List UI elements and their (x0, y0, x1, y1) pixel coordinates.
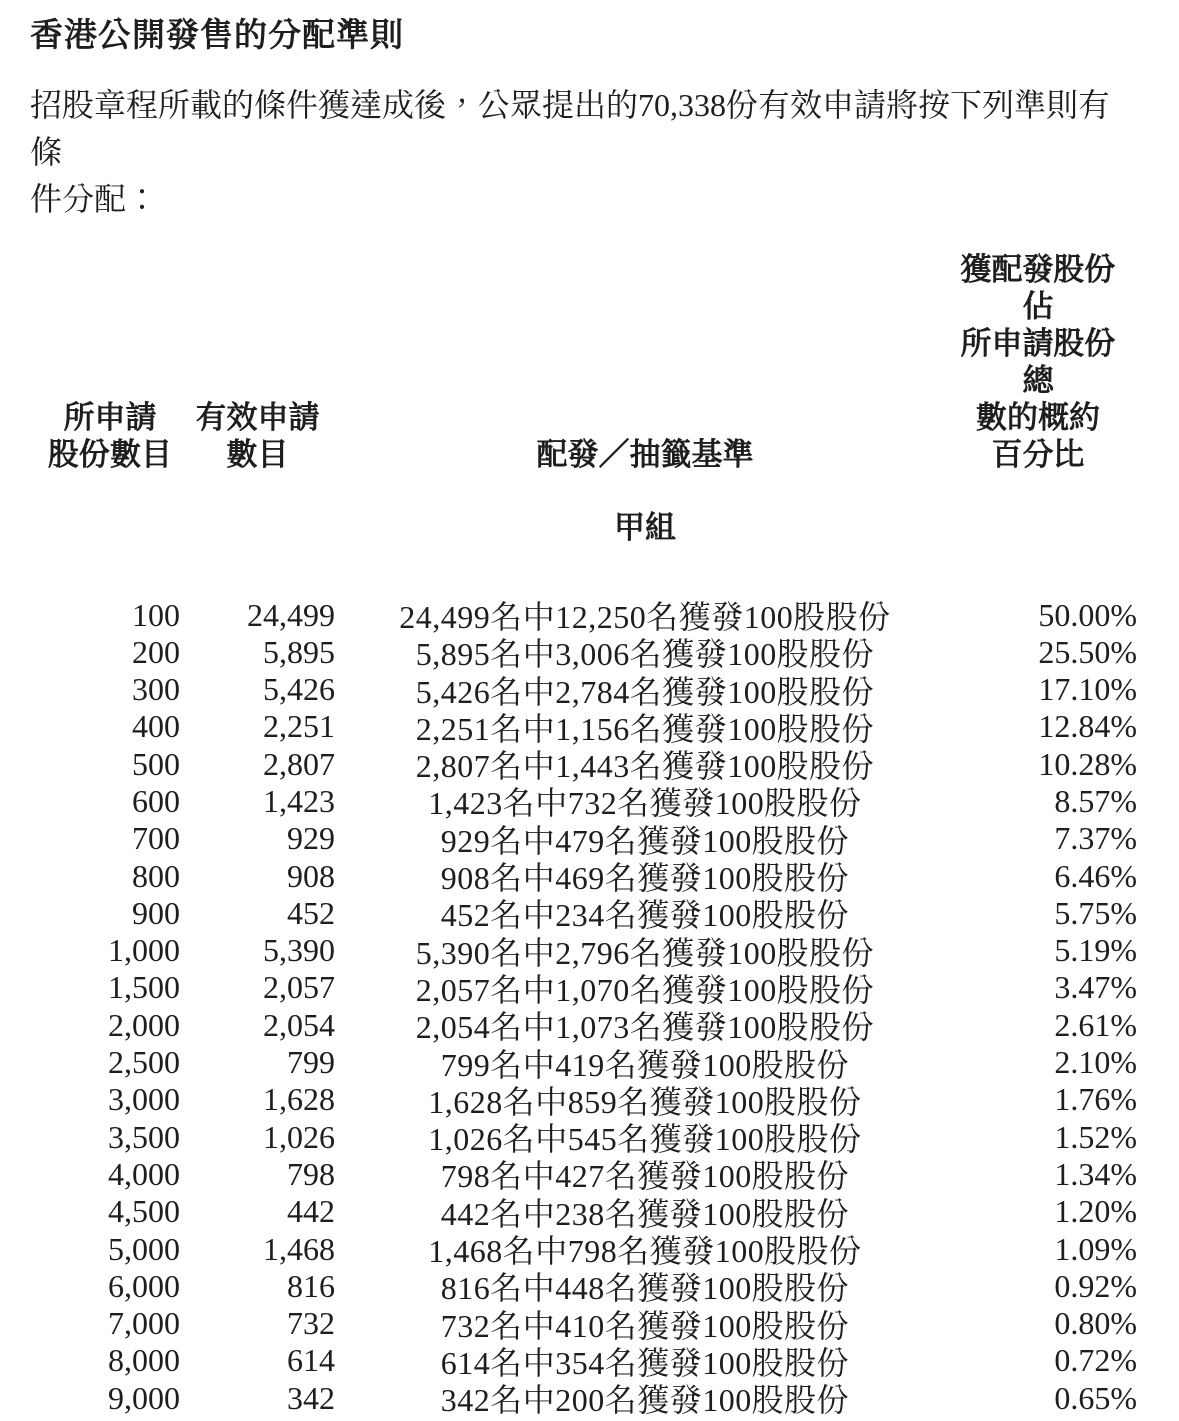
col-header-percentage-line-2: 所申請股份總 (960, 326, 1116, 398)
table-row (0, 1189, 1179, 1232)
col-header-valid-applications-line-2: 數目 (226, 437, 289, 472)
percentage-cell: 1.20% (1054, 1193, 1137, 1230)
valid-applications-cell: 5,426 (263, 671, 335, 708)
percentage-cell: 1.09% (1054, 1230, 1137, 1267)
table-row (0, 928, 1179, 971)
percentage-cell: 5.75% (1054, 894, 1137, 931)
table-header-row (0, 251, 1179, 473)
applied-shares-cell: 900 (132, 894, 180, 931)
allocation-basis-cell: 799名中419名獲發100股股份 (440, 1046, 850, 1083)
valid-applications-cell: 614 (287, 1342, 335, 1379)
applied-shares-cell: 4,500 (108, 1193, 180, 1230)
applied-shares-cell: 800 (132, 857, 180, 894)
table-row (0, 1375, 1179, 1419)
table-row (0, 1263, 1179, 1307)
allocation-basis-cell: 798名中427名獲發100股股份 (440, 1158, 850, 1195)
applied-shares-cell: 2,500 (108, 1044, 180, 1081)
table-row (0, 1338, 1179, 1381)
percentage-cell: 5.19% (1054, 932, 1137, 969)
valid-applications-cell: 1,628 (263, 1081, 335, 1118)
percentage-cell: 0.65% (1054, 1379, 1137, 1416)
allocation-basis-cell: 1,026名中545名獲發100股股份 (428, 1121, 862, 1158)
valid-applications-cell: 816 (287, 1267, 335, 1304)
allocation-basis-cell: 1,468名中798名獲發100股股份 (428, 1233, 862, 1270)
valid-applications-cell: 452 (287, 894, 335, 931)
valid-applications-cell: 1,026 (263, 1118, 335, 1155)
valid-applications-cell: 2,251 (263, 708, 335, 745)
percentage-cell: 25.50% (1038, 633, 1137, 670)
valid-applications-cell: 2,807 (263, 745, 335, 782)
table-row (0, 704, 1179, 747)
percentage-cell: 7.37% (1054, 820, 1137, 857)
allocation-basis-cell: 24,499名中12,250名獲發100股股份 (399, 599, 891, 635)
valid-applications-cell: 2,054 (263, 1006, 335, 1043)
allocation-basis-cell: 342名中200名獲發100股股份 (440, 1382, 850, 1419)
percentage-cell: 17.10% (1038, 671, 1137, 708)
applied-shares-cell: 6,000 (108, 1267, 180, 1304)
table-row (0, 1151, 1179, 1195)
allocation-basis-cell: 929名中479名獲發100股股份 (440, 822, 850, 859)
percentage-cell: 50.00% (1038, 596, 1137, 633)
allocation-basis-cell: 5,426名中2,784名獲發100股股份 (415, 673, 875, 710)
applied-shares-cell: 200 (132, 633, 180, 670)
allocation-basis-cell: 2,251名中1,156名獲發100股股份 (415, 710, 875, 747)
percentage-cell: 8.57% (1054, 782, 1137, 819)
allocation-basis-cell: 614名中354名獲發100股股份 (440, 1344, 850, 1381)
percentage-cell: 1.76% (1054, 1081, 1137, 1118)
valid-applications-cell: 929 (287, 820, 335, 857)
table-row (0, 1301, 1179, 1344)
valid-applications-cell: 732 (287, 1305, 335, 1342)
allocation-basis-cell: 2,807名中1,443名獲發100股股份 (415, 748, 875, 785)
allocation-basis-cell: 1,628名中859名獲發100股股份 (428, 1083, 862, 1120)
allocation-basis-cell: 908名中469名獲發100股股份 (440, 860, 850, 897)
col-header-applied-shares-line-2: 股份數目 (48, 437, 172, 472)
table-row (0, 965, 1179, 1008)
applied-shares-cell: 400 (132, 708, 180, 745)
table-row (0, 1040, 1179, 1083)
percentage-cell: 1.52% (1054, 1118, 1137, 1155)
valid-applications-cell: 1,423 (263, 782, 335, 819)
percentage-cell: 1.34% (1054, 1155, 1137, 1192)
applied-shares-cell: 9,000 (108, 1379, 180, 1416)
percentage-cell: 2.10% (1054, 1044, 1137, 1081)
table-body (0, 592, 1179, 1419)
applied-shares-cell: 600 (132, 782, 180, 819)
percentage-cell: 0.72% (1054, 1342, 1137, 1379)
valid-applications-cell: 24,499 (247, 596, 335, 633)
valid-applications-cell: 5,895 (263, 633, 335, 670)
allocation-basis-cell: 2,054名中1,073名獲發100股股份 (415, 1009, 875, 1046)
applied-shares-cell: 700 (132, 820, 180, 857)
allocation-basis-cell: 732名中410名獲發100股股份 (440, 1307, 850, 1344)
col-header-percentage-line-1: 獲配發股份佔 (960, 252, 1116, 324)
percentage-cell: 10.28% (1038, 745, 1137, 782)
col-header-valid-applications (180, 399, 335, 473)
col-header-percentage-line-3: 數的概約 (976, 400, 1100, 435)
table-row (0, 1077, 1179, 1120)
applied-shares-cell: 8,000 (108, 1342, 180, 1379)
applied-shares-cell: 300 (132, 671, 180, 708)
applied-shares-cell: 100 (132, 596, 180, 633)
col-header-valid-applications-line-1: 有效申請 (195, 400, 320, 435)
valid-applications-cell: 442 (287, 1193, 335, 1230)
allocation-basis-cell: 816名中448名獲發100股股份 (440, 1270, 850, 1307)
percentage-cell: 0.80% (1054, 1305, 1137, 1342)
table-row (0, 1226, 1179, 1270)
col-header-applied-shares-line-1: 所申請 (63, 400, 157, 435)
applied-shares-cell: 5,000 (108, 1230, 180, 1267)
allocation-basis-cell: 452名中234名獲發100股股份 (440, 897, 850, 934)
applied-shares-cell: 3,500 (108, 1118, 180, 1155)
valid-applications-cell: 2,057 (263, 969, 335, 1006)
table-row (0, 629, 1179, 673)
applied-shares-cell: 4,000 (108, 1155, 180, 1192)
table-row (0, 1114, 1179, 1158)
table-row (0, 1002, 1179, 1046)
valid-applications-cell: 342 (287, 1379, 335, 1416)
allocation-basis-cell: 2,057名中1,070名獲發100股股份 (415, 971, 875, 1008)
applied-shares-cell: 7,000 (108, 1305, 180, 1342)
col-header-percentage-line-4: 百分比 (991, 437, 1085, 472)
group-a-label: 甲組 (614, 510, 676, 545)
table-row (0, 741, 1179, 785)
applied-shares-cell: 2,000 (108, 1006, 180, 1043)
applied-shares-cell: 3,000 (108, 1081, 180, 1118)
table-row (0, 853, 1179, 897)
intro-line-2: 件分配： (30, 181, 159, 217)
col-header-applied-shares (0, 399, 180, 473)
valid-applications-cell: 799 (287, 1044, 335, 1081)
col-header-allocation-basis: 配發／抽籤基準 (536, 437, 754, 472)
page-title: 香港公開發售的分配準則 (30, 18, 404, 54)
applied-shares-cell: 500 (132, 745, 180, 782)
valid-applications-cell: 1,468 (263, 1230, 335, 1267)
valid-applications-cell: 5,390 (263, 932, 335, 969)
allocation-basis-cell: 1,423名中732名獲發100股股份 (428, 785, 862, 822)
percentage-cell: 0.92% (1054, 1267, 1137, 1304)
percentage-cell: 6.46% (1054, 857, 1137, 894)
table-row (0, 778, 1179, 822)
table-row (0, 890, 1179, 934)
intro-line-1: 招股章程所載的條件獲達成後，公眾提出的70,338份有效申請將按下列準則有條 (30, 87, 1111, 170)
allocation-basis-cell: 5,390名中2,796名獲發100股股份 (415, 934, 875, 971)
applied-shares-cell: 1,000 (108, 932, 180, 969)
table-row (0, 816, 1179, 859)
allocation-basis-cell: 5,895名中3,006名獲發100股股份 (415, 636, 875, 673)
valid-applications-cell: 908 (287, 857, 335, 894)
allocation-basis-cell: 442名中238名獲發100股股份 (440, 1195, 850, 1232)
percentage-cell: 12.84% (1038, 708, 1137, 745)
applied-shares-cell: 1,500 (108, 969, 180, 1006)
intro-paragraph (30, 82, 1135, 223)
percentage-cell: 3.47% (1054, 969, 1137, 1006)
percentage-cell: 2.61% (1054, 1006, 1137, 1043)
valid-applications-cell: 798 (287, 1155, 335, 1192)
table-row (0, 667, 1179, 710)
table-row (0, 592, 1179, 635)
col-header-percentage (955, 251, 1137, 473)
